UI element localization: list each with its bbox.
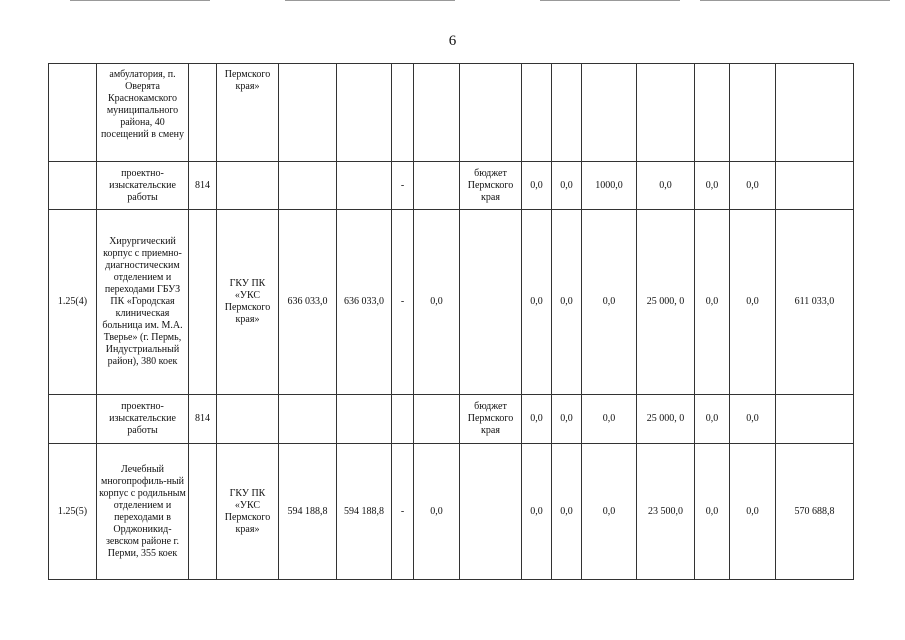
cell-col-dash: -: [392, 444, 414, 580]
cell-item-number: [49, 162, 97, 210]
table-row: [49, 210, 854, 395]
scan-edge-line: [70, 0, 210, 1]
cell-value-2: 0,0: [552, 395, 582, 444]
cell-value-3: [582, 64, 637, 162]
cell-customer: [217, 395, 279, 444]
cell-code: [189, 444, 217, 580]
cell-value-5: 0,0: [695, 162, 730, 210]
cell-object-name: Лечебный многопрофиль-ный корпус с родильным отделением и переходами в Орджоникид-зевском районе г. Перми, 355 коек: [97, 444, 189, 580]
cell-customer: ГКУ ПК «УКС Пермского края»: [217, 210, 279, 395]
cell-source: [460, 210, 522, 395]
cell-code: [189, 210, 217, 395]
cell-item-number: [49, 64, 97, 162]
scan-edge-line: [700, 0, 890, 1]
cell-remainder: [776, 395, 854, 444]
cell-col-dash: -: [392, 162, 414, 210]
cell-total-cost: [279, 395, 337, 444]
cell-value-1: 0,0: [522, 444, 552, 580]
scan-edge-line: [285, 0, 455, 1]
cell-value-5: 0,0: [695, 444, 730, 580]
cell-customer: Пермского края»: [217, 64, 279, 162]
cell-value-3: 1000,0: [582, 162, 637, 210]
table-row: [49, 162, 854, 210]
cell-value-1: 0,0: [522, 395, 552, 444]
cell-value-1: 0,0: [522, 162, 552, 210]
cell-estimated-cost: [337, 162, 392, 210]
budget-table: [48, 63, 854, 580]
cell-value-6: 0,0: [730, 210, 776, 395]
cell-estimated-cost: [337, 64, 392, 162]
cell-object-name: проектно-изыскательские работы: [97, 395, 189, 444]
cell-col-amount: [414, 64, 460, 162]
cell-value-1: 0,0: [522, 210, 552, 395]
cell-col-dash: [392, 395, 414, 444]
cell-col-dash: -: [392, 210, 414, 395]
cell-col-amount: [414, 162, 460, 210]
table-row: [49, 395, 854, 444]
cell-remainder: 611 033,0: [776, 210, 854, 395]
cell-estimated-cost: 636 033,0: [337, 210, 392, 395]
cell-estimated-cost: 594 188,8: [337, 444, 392, 580]
cell-value-2: [552, 64, 582, 162]
cell-value-5: 0,0: [695, 210, 730, 395]
cell-col-amount: 0,0: [414, 444, 460, 580]
cell-code: [189, 64, 217, 162]
cell-source: [460, 444, 522, 580]
cell-value-1: [522, 64, 552, 162]
cell-value-6: 0,0: [730, 395, 776, 444]
cell-value-4: 23 500,0: [637, 444, 695, 580]
cell-value-4: [637, 64, 695, 162]
cell-total-cost: [279, 162, 337, 210]
cell-remainder: 570 688,8: [776, 444, 854, 580]
cell-object-name: проектно-изыскательские работы: [97, 162, 189, 210]
cell-code: 814: [189, 162, 217, 210]
cell-remainder: [776, 64, 854, 162]
cell-col-amount: [414, 395, 460, 444]
scan-edge-line: [540, 0, 680, 1]
cell-value-4: 0,0: [637, 162, 695, 210]
cell-value-3: 0,0: [582, 210, 637, 395]
cell-item-number: 1.25(4): [49, 210, 97, 395]
cell-customer: ГКУ ПК «УКС Пермского края»: [217, 444, 279, 580]
cell-estimated-cost: [337, 395, 392, 444]
cell-object-name: Хирургический корпус с приемно-диагностическим отделением и переходами ГБУЗ ПК «Городская клиническая больница им. М.А. Тверье» (г. Пермь, Индустриальный район), 380 коек: [97, 210, 189, 395]
cell-value-4: 25 000, 0: [637, 395, 695, 444]
cell-customer: [217, 162, 279, 210]
cell-object-name: амбулатория, п. Оверята Краснокамского муниципального района, 40 посещений в смену: [97, 64, 189, 162]
cell-value-4: 25 000, 0: [637, 210, 695, 395]
cell-value-6: [730, 64, 776, 162]
cell-value-5: [695, 64, 730, 162]
page-number: 6: [448, 33, 457, 49]
cell-source: бюджет Пермского края: [460, 395, 522, 444]
cell-value-2: 0,0: [552, 162, 582, 210]
cell-code: 814: [189, 395, 217, 444]
table-row: [49, 64, 854, 162]
cell-value-3: 0,0: [582, 395, 637, 444]
table-row: [49, 444, 854, 580]
cell-source: бюджет Пермского края: [460, 162, 522, 210]
cell-item-number: 1.25(5): [49, 444, 97, 580]
cell-col-amount: 0,0: [414, 210, 460, 395]
cell-col-dash: [392, 64, 414, 162]
cell-total-cost: 594 188,8: [279, 444, 337, 580]
cell-remainder: [776, 162, 854, 210]
cell-total-cost: [279, 64, 337, 162]
cell-total-cost: 636 033,0: [279, 210, 337, 395]
cell-value-2: 0,0: [552, 444, 582, 580]
cell-value-6: 0,0: [730, 162, 776, 210]
cell-item-number: [49, 395, 97, 444]
cell-value-3: 0,0: [582, 444, 637, 580]
cell-value-2: 0,0: [552, 210, 582, 395]
cell-value-6: 0,0: [730, 444, 776, 580]
cell-value-5: 0,0: [695, 395, 730, 444]
cell-source: [460, 64, 522, 162]
